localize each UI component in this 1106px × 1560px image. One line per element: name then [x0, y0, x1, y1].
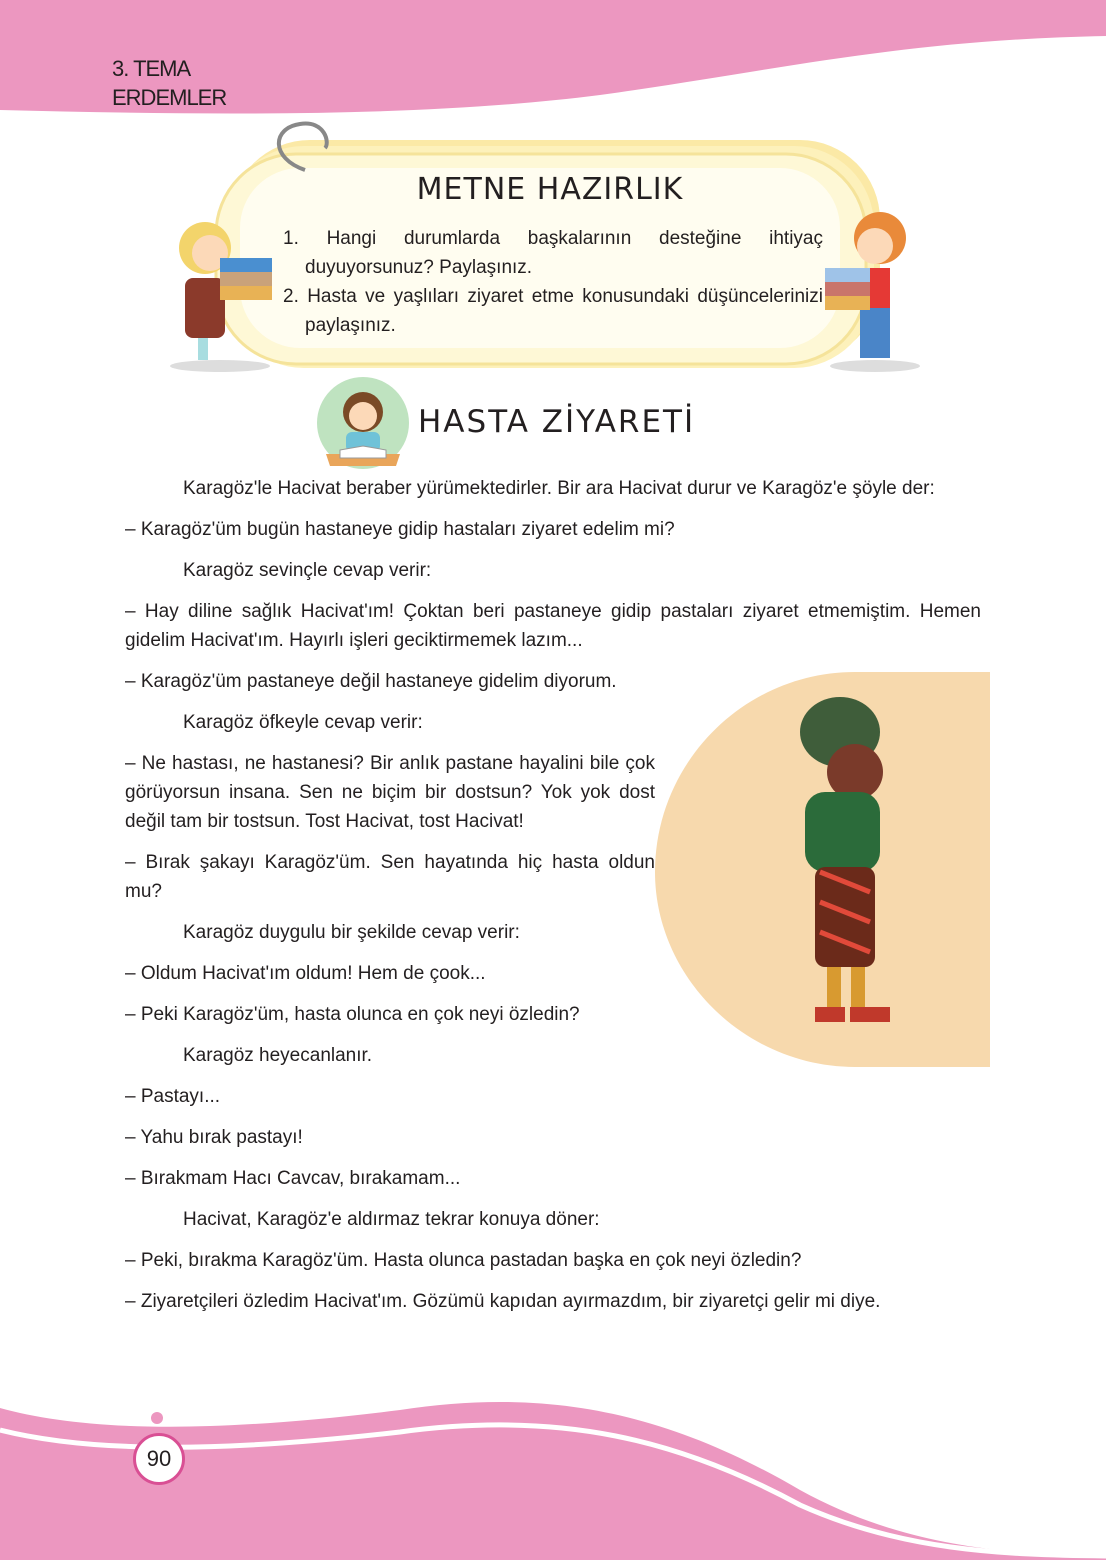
dialogue-line: – Karagöz'üm bugün hastaneye gidip hastaları ziyaret edelim mi?	[125, 519, 675, 540]
question-item: 2. Hasta ve yaşlıları ziyaret etme konusundaki düşüncelerinizi paylaşınız.	[283, 286, 823, 336]
dialogue-line: – Hay diline sağlık Hacivat'ım! Çoktan beri pastaneye gidip pastaları ziyaret etmemiştim. Hemen gidelim Hacivat'ım. Hayırlı işleri geciktirmemek lazım...	[125, 601, 981, 651]
dialogue-line: – Ne hastası, ne hastanesi? Bir anlık pastane hayalini bile çok görüyorsun insana. Sen ne biçim bir dostsun? Yok yok dost değil tam bir tostsun. Tost Hacivat, tost Hacivat!	[125, 753, 655, 832]
paragraph: Hacivat, Karagöz'e aldırmaz tekrar konuya döner:	[183, 1209, 600, 1230]
dialogue-line: – Oldum Hacivat'ım oldum! Hem de çook...	[125, 963, 486, 984]
paragraph: Karagöz öfkeyle cevap verir:	[183, 712, 423, 733]
dialogue-line: – Peki, bırakma Karagöz'üm. Hasta olunca pastadan başka en çok neyi özledin?	[125, 1250, 802, 1271]
dialogue-line: – Peki Karagöz'üm, hasta olunca en çok neyi özledin?	[125, 1004, 580, 1025]
question-item: 1. Hangi durumlarda başkalarının desteğine ihtiyaç duyuyorsunuz? Paylaşınız.	[283, 228, 823, 278]
story-text	[125, 474, 981, 1328]
page-number: 90	[133, 1433, 185, 1485]
story-title: HASTA ZİYARETİ	[418, 404, 696, 440]
dialogue-line: – Bırakmam Hacı Cavcav, bırakamam...	[125, 1168, 461, 1189]
paragraph: Karagöz sevinçle cevap verir:	[183, 560, 432, 581]
dialogue-line: – Ziyaretçileri özledim Hacivat'ım. Gözümü kapıdan ayırmazdım, bir ziyaretçi gelir mi diye.	[125, 1291, 881, 1312]
paragraph: Karagöz duygulu bir şekilde cevap verir:	[183, 922, 520, 943]
theme-name: ERDEMLER	[112, 85, 227, 110]
theme-number: 3. TEMA	[112, 56, 191, 81]
preparation-title: METNE HAZIRLIK	[416, 172, 684, 207]
paragraph: Karagöz'le Hacivat beraber yürümektedirler. Bir ara Hacivat durur ve Karagöz'e şöyle der:	[183, 478, 935, 499]
dialogue-line: – Yahu bırak pastayı!	[125, 1127, 303, 1148]
preparation-questions	[283, 224, 823, 340]
dialogue-line: – Pastayı...	[125, 1086, 221, 1107]
dialogue-line: – Karagöz'üm pastaneye değil hastaneye gidelim diyorum.	[125, 671, 617, 692]
theme-label	[112, 54, 226, 112]
dialogue-line: – Bırak şakayı Karagöz'üm. Sen hayatında hiç hasta oldun mu?	[125, 852, 655, 902]
reading-girl-icon	[316, 376, 410, 470]
paragraph: Karagöz heyecanlanır.	[183, 1045, 373, 1066]
